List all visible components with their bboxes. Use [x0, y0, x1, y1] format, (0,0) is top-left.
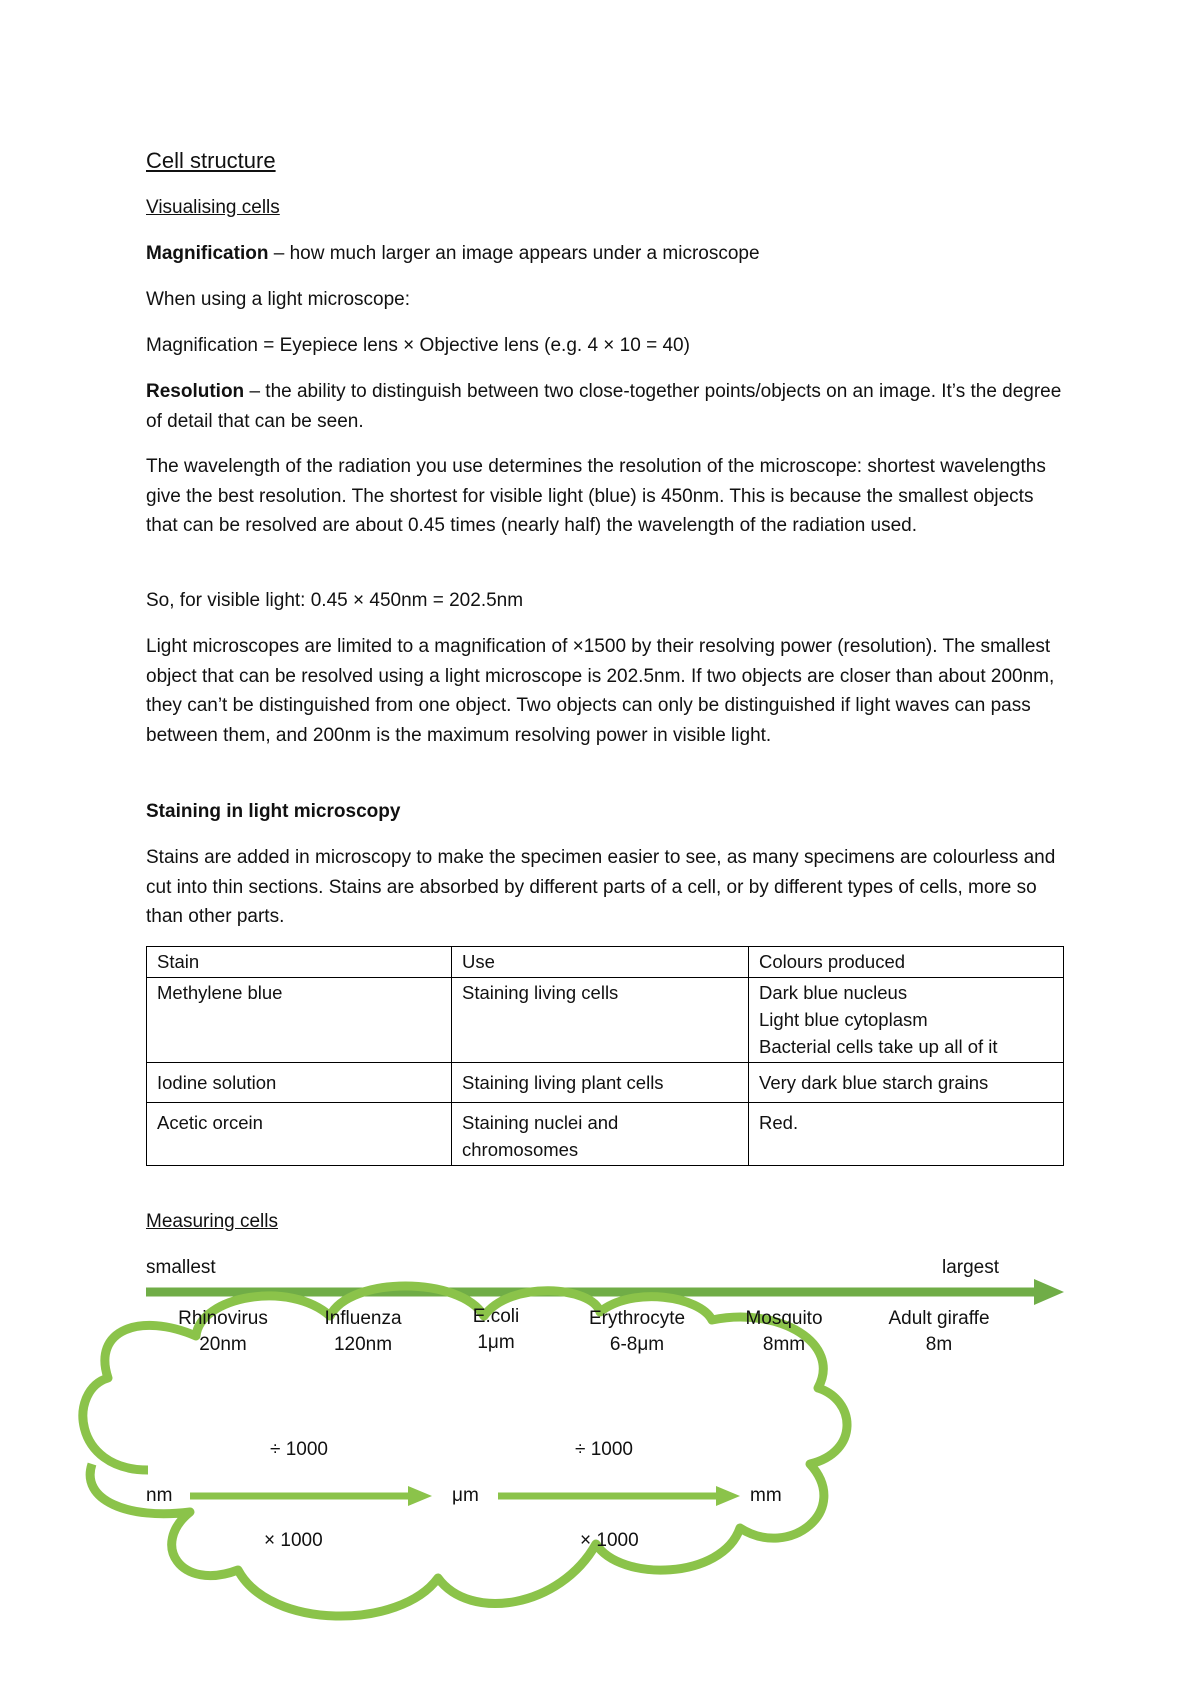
divide-label-um-mm: ÷ 1000: [575, 1439, 633, 1460]
um-to-mm-arrow-head: [716, 1486, 740, 1506]
table-header-stain: Stain: [147, 947, 452, 978]
scale-item-name: Erythrocyte: [588, 1308, 686, 1329]
table-cell-stain: Methylene blue: [147, 978, 452, 1063]
scale-item-rhinovirus: [163, 1306, 283, 1358]
magnification-term: Magnification: [146, 243, 269, 264]
table-cell-stain: Acetic orcein: [147, 1103, 452, 1166]
scale-item-name: Rhinovirus: [178, 1308, 268, 1329]
resolution-term: Resolution: [146, 381, 245, 402]
size-scale-arrow-head: [1034, 1279, 1064, 1305]
scale-item-influenza: [303, 1306, 423, 1358]
multiply-label-um-nm: × 1000: [264, 1530, 323, 1551]
table-cell-use: Staining nuclei and chromosomes: [452, 1103, 749, 1166]
unit-mm: mm: [750, 1485, 782, 1506]
table-header-colours: Colours produced: [749, 947, 1064, 978]
scale-item-size: 8mm: [762, 1334, 806, 1355]
measuring-heading: Measuring cells: [146, 1211, 278, 1232]
visible-light-calculation: So, for visible light: 0.45 × 450nm = 202.5nm: [146, 590, 524, 611]
staining-intro: Stains are added in microscopy to make the specimen easier to see, as many specimens are colourless and cut into thin sections. Stains are absorbed by different parts of a cell, or by different types of cells, more so than other parts.: [146, 847, 1056, 927]
staining-heading: Staining in light microscopy: [146, 801, 401, 822]
scale-item-name: Mosquito: [745, 1308, 823, 1329]
unit-nm: nm: [146, 1485, 173, 1506]
table-cell-use: Staining living plant cells: [452, 1063, 749, 1103]
table-cell-use: Staining living cells: [452, 978, 749, 1063]
scale-item-name: Adult giraffe: [888, 1308, 990, 1329]
scale-item-adult-giraffe: [869, 1306, 1009, 1358]
colour-line: Dark blue nucleus: [759, 982, 908, 1003]
resolution-text: – the ability to distinguish between two close-together points/objects on an image. It’s the degree of detail that can be seen.: [146, 381, 1062, 432]
scale-item-size: 8m: [925, 1334, 953, 1355]
scale-item-mosquito: [724, 1306, 844, 1358]
scale-item-name: Influenza: [324, 1308, 402, 1329]
scale-smallest-label: smallest: [146, 1257, 216, 1278]
limits-paragraph: Light microscopes are limited to a magnification of ×1500 by their resolving power (resolution). The smallest object that can be resolved using a light microscope is 202.5nm. If two objects are closer than about 200nm, they can’t be distinguished from one object. Two objects can only be distinguished if light waves can pass between them, and 200nm is the maximum resolving power in visible light.: [146, 636, 1055, 746]
scale-item-name: E.coli: [472, 1306, 520, 1327]
divide-label-nm-um: ÷ 1000: [270, 1439, 328, 1460]
multiply-label-mm-um: × 1000: [580, 1530, 639, 1551]
table-header-use: Use: [452, 947, 749, 978]
scale-item-size: 1μm: [477, 1332, 515, 1353]
unit-um: μm: [452, 1485, 479, 1506]
wavelength-paragraph: The wavelength of the radiation you use determines the resolution of the microscope: shortest wavelengths give the best resolution. The shortest for visible light (blue) is 450nm. This is because the smallest objects that can be resolved are about 0.45 times (nearly half) the wavelength of the radiation used.: [146, 456, 1046, 536]
scale-item-size: 120nm: [333, 1334, 393, 1355]
table-cell-colours: Very dark blue starch grains: [749, 1063, 1064, 1103]
page-title: Cell structure: [146, 148, 276, 173]
subheading-visualising: Visualising cells: [146, 197, 280, 218]
scale-item-erythrocyte: [575, 1306, 699, 1358]
scale-largest-label: largest: [942, 1257, 1000, 1278]
nm-to-um-arrow-head: [408, 1486, 432, 1506]
light-microscope-intro: When using a light microscope:: [146, 289, 411, 310]
table-cell-stain: Iodine solution: [147, 1063, 452, 1103]
table-cell-colours: Red.: [749, 1103, 1064, 1166]
scale-item-ecoli: [436, 1304, 556, 1356]
magnification-formula: Magnification = Eyepiece lens × Objective lens (e.g. 4 × 10 = 40): [146, 335, 690, 356]
colour-line: Bacterial cells take up all of it: [759, 1036, 998, 1057]
scale-item-size: 20nm: [199, 1334, 247, 1355]
scale-item-size: 6-8μm: [609, 1334, 665, 1355]
magnification-text: – how much larger an image appears under a microscope: [268, 243, 760, 264]
colour-line: Light blue cytoplasm: [759, 1009, 928, 1030]
